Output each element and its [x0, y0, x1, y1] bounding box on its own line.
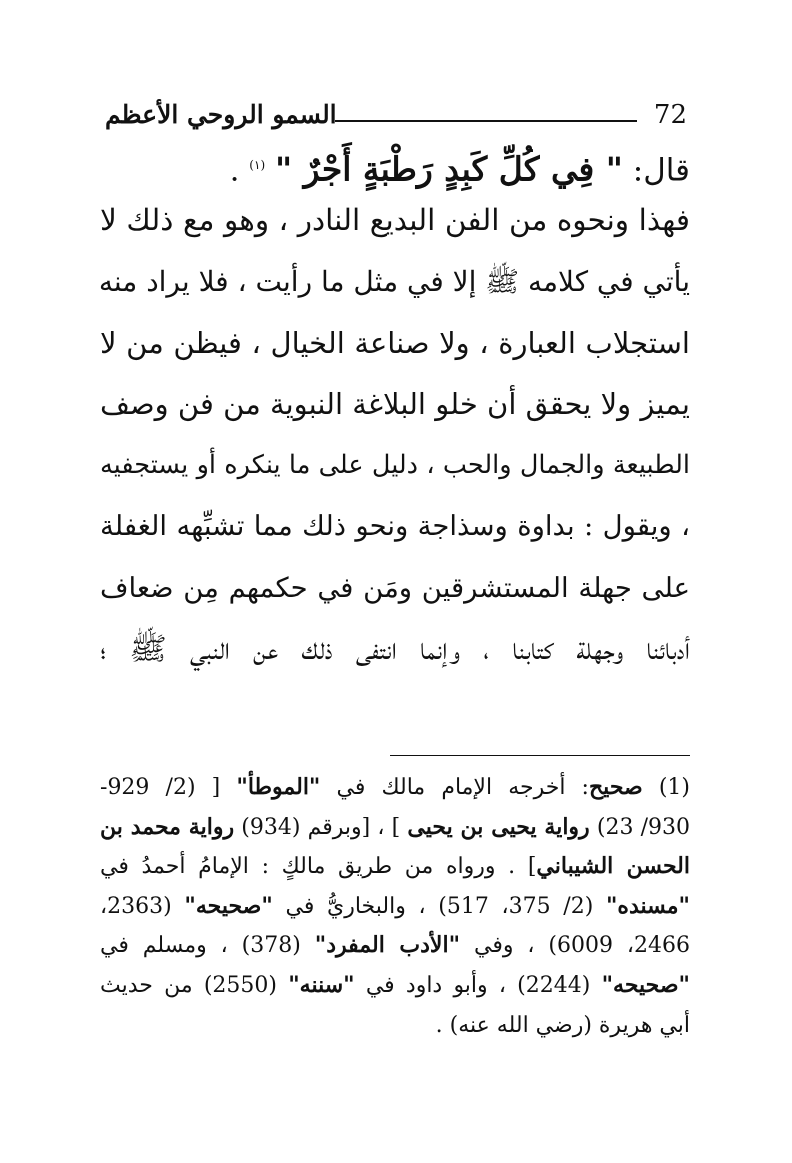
hadith-quote: " فِي كُلِّ كَبِدٍ رَطْبَةٍ أَجْرٌ " [274, 149, 623, 189]
fn-bold: "سننه" [288, 971, 355, 998]
fn-bold: الحسن الشيباني [536, 853, 691, 880]
footnote-ref: (١) [249, 158, 266, 172]
fn-text: (2/ 375، 517) ، والبخاريُّ في [272, 893, 606, 919]
fn-bold: "مسنده" [605, 892, 691, 919]
fn-bold: "صحيحه" [184, 892, 273, 919]
footnote-line-5 [100, 926, 690, 966]
fn-text: (378) ، ومسلم في [100, 933, 315, 959]
body-line-6: الطبيعة والجمال والحب ، دليل على ما ينكره أو يستجفيه [100, 450, 690, 481]
fn-bold: "الموطأ" [236, 774, 321, 800]
footnote-line-7 [100, 1006, 690, 1046]
fn-text: أبي هريرة (رضي الله عنه) . [435, 1012, 690, 1038]
header-rule [335, 120, 637, 122]
footnote-separator [390, 755, 690, 756]
fn-bold: صحيح [588, 774, 643, 800]
body-line-3: يأتي في كلامه ﷺ إلا في مثل ما رأيت ، فلا يراد منه [98, 265, 690, 299]
line-end: . [229, 152, 250, 189]
fn-text: (1) [642, 775, 691, 800]
fn-text: : أخرجه الإمام مالك في [320, 775, 589, 800]
fn-bold: "الأدب المفرد" [314, 932, 461, 959]
fn-text: 930/ 23) [589, 814, 691, 840]
footnote-line-6 [100, 966, 690, 1006]
body-line-1 [100, 140, 690, 190]
footnote-line-1 [100, 768, 690, 808]
page-number: 72 [653, 100, 687, 130]
quote-intro: قال: [622, 152, 690, 189]
fn-bold: رواية محمد بن [100, 813, 235, 840]
body-line-8: على جهلة المستشرقين ومَن في حكمهم مِن ضعاف [100, 571, 690, 604]
body-line-5: يميز ولا يحقق أن خلو البلاغة النبوية من فن وصف [100, 386, 690, 421]
footnote-line-2 [100, 808, 690, 848]
fn-bold: رواية يحيى بن يحيى [407, 813, 590, 840]
fn-text: (2550) من حديث [100, 972, 289, 998]
page-header [105, 98, 687, 134]
fn-text: (2244) ، وأبو داود في [354, 972, 602, 998]
fn-bold: "صحيحه" [601, 971, 691, 998]
fn-text: 2466، 6009) ، وفي [460, 933, 691, 959]
footnotes [100, 768, 690, 1045]
body-line-9: أدبائنا وجهلة كتابنا ، وإنما انتفى ذلك عن النبي ﷺ ؛ [100, 631, 690, 668]
footnote-line-4 [100, 887, 690, 927]
body-line-2: فهذا ونحوه من الفن البديع النادر ، وهو مع ذلك لا [100, 203, 690, 237]
body-line-7: ، ويقول : بداوة وسذاجة ونحو ذلك مما تشبِّهه الغفلة [100, 510, 690, 543]
fn-text: ] ، [وبرقم (934) [234, 814, 408, 840]
main-text [100, 140, 690, 680]
fn-text: (2363، [100, 893, 185, 919]
body-line-4: استجلاب العبارة ، ولا صناعة الخيال ، فيظن من لا [100, 325, 690, 360]
running-title: السمو الروحي الأعظم [105, 100, 337, 129]
footnote-line-3 [100, 847, 690, 887]
fn-text: ] . ورواه من طريق مالكٍ : الإمامُ أحمدُ في [100, 854, 537, 880]
fn-text: [ (2/ 929- [100, 775, 237, 800]
